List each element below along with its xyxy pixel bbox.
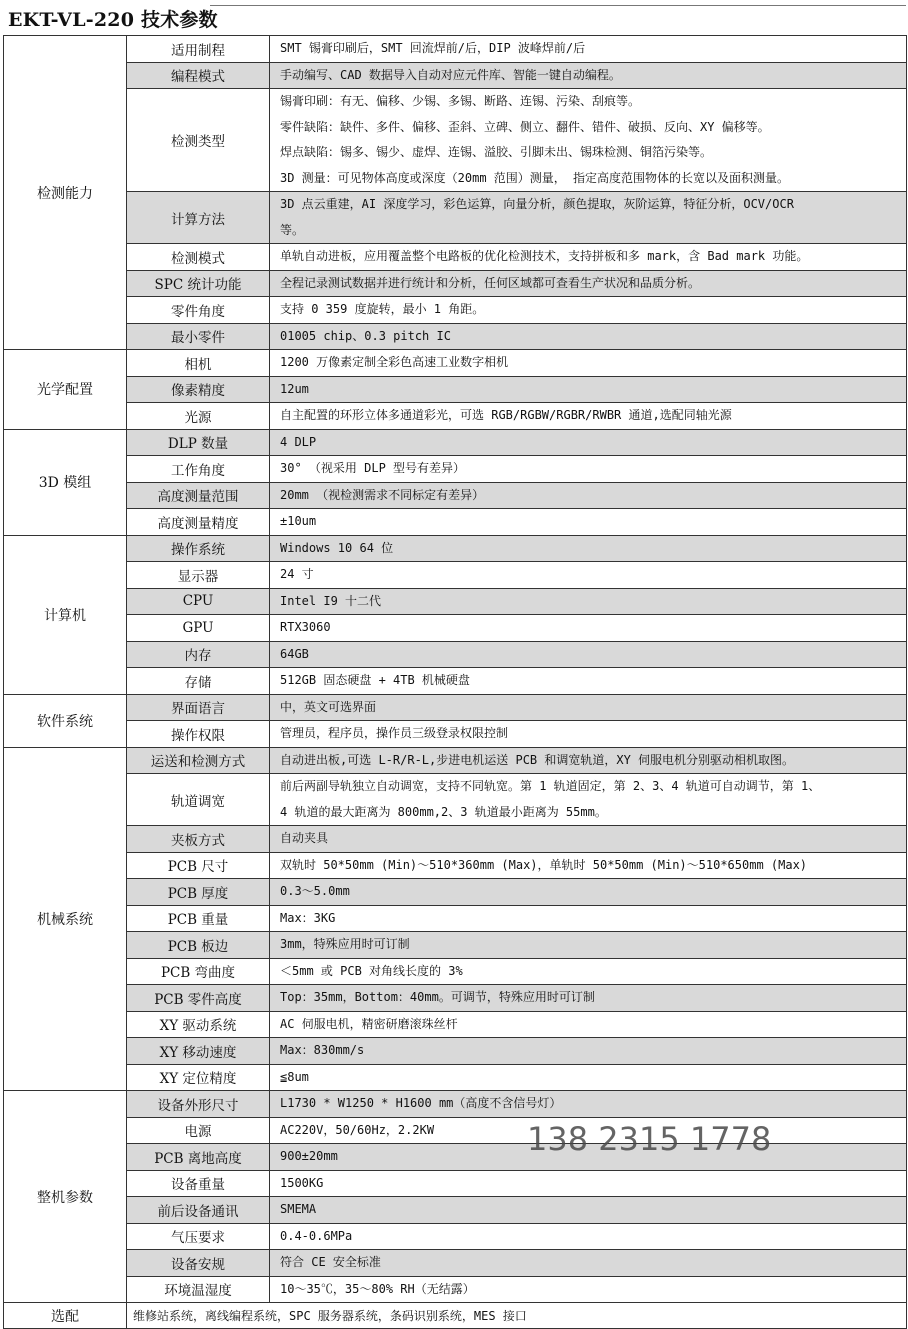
- spec-row: [4, 1223, 907, 1250]
- spec-row: [4, 826, 907, 853]
- spec-value: [270, 509, 907, 536]
- spec-row: [4, 192, 907, 244]
- spec-label: 零件角度: [127, 297, 270, 324]
- spec-label: PCB 尺寸: [127, 852, 270, 879]
- spec-value-line: 支持 0 359 度旋转，最小 1 角距。: [280, 302, 485, 316]
- spec-value-line: 自主配置的环形立体多通道彩光，可选 RGB/RGBW/RGBR/RWBR 通道,选配同轴光源: [280, 408, 732, 422]
- spec-value: [270, 588, 907, 615]
- page-title: EKT-VL-220 技术参数: [8, 9, 218, 31]
- spec-row: [4, 89, 907, 192]
- spec-value-line: 24 寸: [280, 567, 314, 581]
- group-name: 软件系统: [4, 694, 127, 747]
- spec-row: [4, 1117, 907, 1144]
- spec-label: XY 移动速度: [127, 1038, 270, 1065]
- spec-value: [270, 376, 907, 403]
- spec-value-line: 焊点缺陷：锡多、锡少、虚焊、连锡、溢胶、引脚未出、锡珠检测、铜箔污染等。: [280, 145, 713, 159]
- spec-value-line: Max：3KG: [280, 910, 336, 925]
- spec-value-line: 锡膏印刷：有无、偏移、少锡、多锡、断路、连锡、污染、刮痕等。: [280, 94, 641, 108]
- spec-row: [4, 323, 907, 350]
- spec-value: [270, 774, 907, 826]
- spec-label: 适用制程: [127, 36, 270, 63]
- spec-label: 操作系统: [127, 535, 270, 562]
- spec-value-line: 符合 CE 安全标准: [280, 1255, 381, 1269]
- spec-value: [270, 641, 907, 668]
- spec-label: PCB 重量: [127, 905, 270, 932]
- spec-value: [270, 1038, 907, 1065]
- spec-value: [270, 1091, 907, 1118]
- spec-row: [4, 879, 907, 906]
- spec-label: 气压要求: [127, 1223, 270, 1250]
- spec-row: [4, 668, 907, 695]
- spec-row: [4, 1091, 907, 1118]
- spec-row: [4, 852, 907, 879]
- spec-value-line: ±10um: [280, 514, 317, 528]
- spec-label: DLP 数量: [127, 429, 270, 456]
- spec-value-line: 20mm （视检测需求不同标定有差异）: [280, 487, 485, 502]
- spec-value-line: 12um: [280, 381, 309, 396]
- spec-value: [270, 350, 907, 377]
- spec-value-line: Windows 10 64 位: [280, 540, 394, 555]
- spec-label: 设备重量: [127, 1170, 270, 1197]
- spec-row: [4, 350, 907, 377]
- spec-label: 相机: [127, 350, 270, 377]
- spec-row: [4, 747, 907, 774]
- title-rule: [210, 5, 906, 6]
- phone-watermark: 138 2315 1778: [527, 1120, 772, 1158]
- spec-value-line: 管理员，程序员，操作员三级登录权限控制: [280, 726, 509, 740]
- spec-row: [4, 588, 907, 615]
- spec-value: [270, 1223, 907, 1250]
- spec-row: [4, 1197, 907, 1224]
- spec-label: PCB 弯曲度: [127, 958, 270, 985]
- spec-row: [4, 403, 907, 430]
- spec-value: [270, 36, 907, 63]
- spec-label: 夹板方式: [127, 826, 270, 853]
- spec-value-line: 3mm，特殊应用时可订制: [280, 937, 410, 951]
- spec-row: [4, 1011, 907, 1038]
- spec-row: [4, 376, 907, 403]
- spec-value: [270, 482, 907, 509]
- spec-value: [270, 429, 907, 456]
- spec-value-line: 单轨自动进板，应用覆盖整个电路板的优化检测技术，支持拼板和多 mark，含 Bad mark 功能。: [280, 249, 809, 263]
- spec-value-line: AC 伺服电机，精密研磨滚珠丝杆: [280, 1016, 458, 1031]
- spec-row: [4, 1250, 907, 1277]
- spec-label: 内存: [127, 641, 270, 668]
- spec-label: XY 定位精度: [127, 1064, 270, 1091]
- spec-value: [270, 297, 907, 324]
- spec-value: [270, 826, 907, 853]
- spec-value-line: 0.4-0.6MPa: [280, 1228, 353, 1243]
- spec-value: [270, 62, 907, 89]
- spec-label: 运送和检测方式: [127, 747, 270, 774]
- spec-label: 界面语言: [127, 694, 270, 721]
- spec-value-line: SMEMA: [280, 1202, 317, 1216]
- spec-label: 高度测量精度: [127, 509, 270, 536]
- spec-value-line: 0.3～5.0mm: [280, 884, 350, 898]
- spec-label: 设备外形尺寸: [127, 1091, 270, 1118]
- spec-row: [4, 641, 907, 668]
- spec-value-line: 双轨时 50*50mm (Min)～510*360mm (Max)，单轨时 50*50mm (Min)～510*650mm (Max): [280, 857, 808, 872]
- spec-value-line: 中，英文可选界面: [280, 699, 377, 714]
- spec-row: [4, 774, 907, 826]
- spec-row: [4, 244, 907, 271]
- spec-value: [270, 244, 907, 271]
- spec-value: [270, 721, 907, 748]
- spec-row: [4, 694, 907, 721]
- spec-value-line: 4 轨道的最大距离为 800mm,2、3 轨道最小距离为 55mm。: [280, 804, 607, 819]
- spec-value: [270, 958, 907, 985]
- spec-value-line: 1200 万像素定制全彩色高速工业数字相机: [280, 355, 509, 369]
- spec-label: PCB 板边: [127, 932, 270, 959]
- spec-row: [4, 509, 907, 536]
- spec-value-line: 4 DLP: [280, 434, 317, 449]
- spec-label: 检测模式: [127, 244, 270, 271]
- spec-label: SPC 统计功能: [127, 270, 270, 297]
- spec-value-line: RTX3060: [280, 620, 331, 634]
- spec-value: [270, 747, 907, 774]
- spec-label: PCB 厚度: [127, 879, 270, 906]
- spec-value: [270, 694, 907, 721]
- spec-label: GPU: [127, 615, 270, 642]
- group-name: 机械系统: [4, 747, 127, 1091]
- spec-value: [270, 1064, 907, 1091]
- group-name: 整机参数: [4, 1091, 127, 1303]
- spec-value: [270, 456, 907, 483]
- spec-row: [4, 1276, 907, 1303]
- options-name: 选配: [4, 1303, 127, 1329]
- spec-value-line: 手动编写、CAD 数据导入自动对应元件库、智能一键自动编程。: [280, 67, 621, 82]
- spec-value-line: 512GB 固态硬盘 + 4TB 机械硬盘: [280, 673, 470, 687]
- spec-row: [4, 1064, 907, 1091]
- spec-value-line: 等。: [280, 222, 305, 237]
- spec-row: [4, 482, 907, 509]
- spec-value-line: AC220V，50/60Hz，2.2KW: [280, 1122, 435, 1137]
- group-name: 计算机: [4, 535, 127, 694]
- spec-value: [270, 905, 907, 932]
- spec-row: [4, 932, 907, 959]
- spec-label: 高度测量范围: [127, 482, 270, 509]
- spec-value-line: 3D 测量：可见物体高度或深度（20mm 范围）测量， 指定高度范围物体的长宽以及面积测量。: [280, 170, 790, 185]
- spec-value-line: 3D 点云重建，AI 深度学习，彩色运算，向量分析，颜色提取，灰阶运算，特征分析，OCV/OCR: [280, 197, 794, 211]
- spec-value: [270, 985, 907, 1012]
- spec-row: [4, 429, 907, 456]
- group-name: 检测能力: [4, 36, 127, 350]
- spec-value: [270, 1117, 907, 1144]
- spec-row: [4, 985, 907, 1012]
- options-value: 维修站系统，离线编程系统，SPC 服务器系统，条码识别系统，MES 接口: [127, 1303, 907, 1329]
- spec-label: 编程模式: [127, 62, 270, 89]
- spec-row: [4, 905, 907, 932]
- group-name: 光学配置: [4, 350, 127, 430]
- spec-label: 最小零件: [127, 323, 270, 350]
- spec-row: [4, 721, 907, 748]
- spec-value: [270, 270, 907, 297]
- spec-value-line: 前后两副导轨独立自动调宽，支持不同轨宽。第 1 轨道固定，第 2、3、4 轨道可自动调节，第 1、: [280, 779, 821, 793]
- spec-row: [4, 270, 907, 297]
- spec-value-line: 900±20mm: [280, 1149, 338, 1163]
- spec-value: [270, 879, 907, 906]
- spec-value-line: 零件缺陷：缺件、多件、偏移、歪斜、立碑、侧立、翻件、错件、破损、反向、XY 偏移等。: [280, 119, 770, 134]
- spec-label: 电源: [127, 1117, 270, 1144]
- spec-value-line: Max：830mm/s: [280, 1043, 365, 1057]
- spec-label: PCB 零件高度: [127, 985, 270, 1012]
- spec-value: [270, 1250, 907, 1277]
- spec-label: PCB 离地高度: [127, 1144, 270, 1171]
- spec-value: [270, 535, 907, 562]
- spec-row: [4, 615, 907, 642]
- spec-value: [270, 1170, 907, 1197]
- spec-value-line: Top：35mm，Bottom：40mm。可调节，特殊应用时可订制: [280, 990, 595, 1004]
- spec-label: 设备安规: [127, 1250, 270, 1277]
- spec-value-line: 1500KG: [280, 1175, 324, 1190]
- spec-label: XY 驱动系统: [127, 1011, 270, 1038]
- spec-row: [4, 297, 907, 324]
- spec-value: [270, 615, 907, 642]
- spec-value: [270, 89, 907, 192]
- spec-value: [270, 1144, 907, 1171]
- spec-value-line: L1730 * W1250 * H1600 mm（高度不含信号灯）: [280, 1096, 562, 1110]
- spec-label: 显示器: [127, 562, 270, 589]
- spec-value-line: SMT 锡膏印刷后，SMT 回流焊前/后，DIP 波峰焊前/后: [280, 41, 586, 55]
- spec-row: [4, 562, 907, 589]
- spec-value: [270, 562, 907, 589]
- spec-value: [270, 668, 907, 695]
- spec-label: 轨道调宽: [127, 774, 270, 826]
- spec-value-line: 30° （视采用 DLP 型号有差异）: [280, 461, 466, 475]
- spec-table: [3, 35, 907, 1329]
- spec-row: [4, 456, 907, 483]
- spec-row: [4, 535, 907, 562]
- spec-label: 工作角度: [127, 456, 270, 483]
- group-name: 3D 模组: [4, 429, 127, 535]
- spec-value-line: ＜5mm 或 PCB 对角线长度的 3%: [280, 963, 463, 978]
- spec-row: [4, 1038, 907, 1065]
- options-row: [4, 1303, 907, 1329]
- spec-label: 操作权限: [127, 721, 270, 748]
- spec-label: 像素精度: [127, 376, 270, 403]
- spec-value-line: 01005 chip、0.3 pitch IC: [280, 328, 451, 343]
- spec-value-line: 自动夹具: [280, 831, 329, 845]
- spec-row: [4, 1144, 907, 1171]
- spec-label: 检测类型: [127, 89, 270, 192]
- spec-value: [270, 932, 907, 959]
- spec-row: [4, 958, 907, 985]
- spec-value-line: 自动进出板,可选 L-R/R-L,步进电机运送 PCB 和调宽轨道，XY 伺服电机分别驱动相机取图。: [280, 752, 795, 767]
- spec-label: 计算方法: [127, 192, 270, 244]
- spec-value-line: 全程记录测试数据并进行统计和分析，任何区域都可查看生产状况和品质分析。: [280, 275, 701, 290]
- spec-value-line: 10～35℃，35～80% RH（无结露）: [280, 1281, 475, 1296]
- spec-label: 存储: [127, 668, 270, 695]
- spec-label: 前后设备通讯: [127, 1197, 270, 1224]
- spec-value-line: 64GB: [280, 646, 309, 661]
- spec-label: CPU: [127, 588, 270, 615]
- spec-value-line: ≦8um: [280, 1069, 309, 1084]
- spec-label: 光源: [127, 403, 270, 430]
- spec-value: [270, 323, 907, 350]
- spec-value: [270, 1276, 907, 1303]
- spec-value: [270, 1011, 907, 1038]
- spec-value: [270, 192, 907, 244]
- spec-value: [270, 852, 907, 879]
- spec-value-line: Intel I9 十二代: [280, 593, 382, 608]
- spec-row: [4, 1170, 907, 1197]
- spec-value: [270, 403, 907, 430]
- spec-row: [4, 36, 907, 63]
- spec-label: 环境温湿度: [127, 1276, 270, 1303]
- spec-table-body: [4, 36, 907, 1329]
- spec-row: [4, 62, 907, 89]
- spec-value: [270, 1197, 907, 1224]
